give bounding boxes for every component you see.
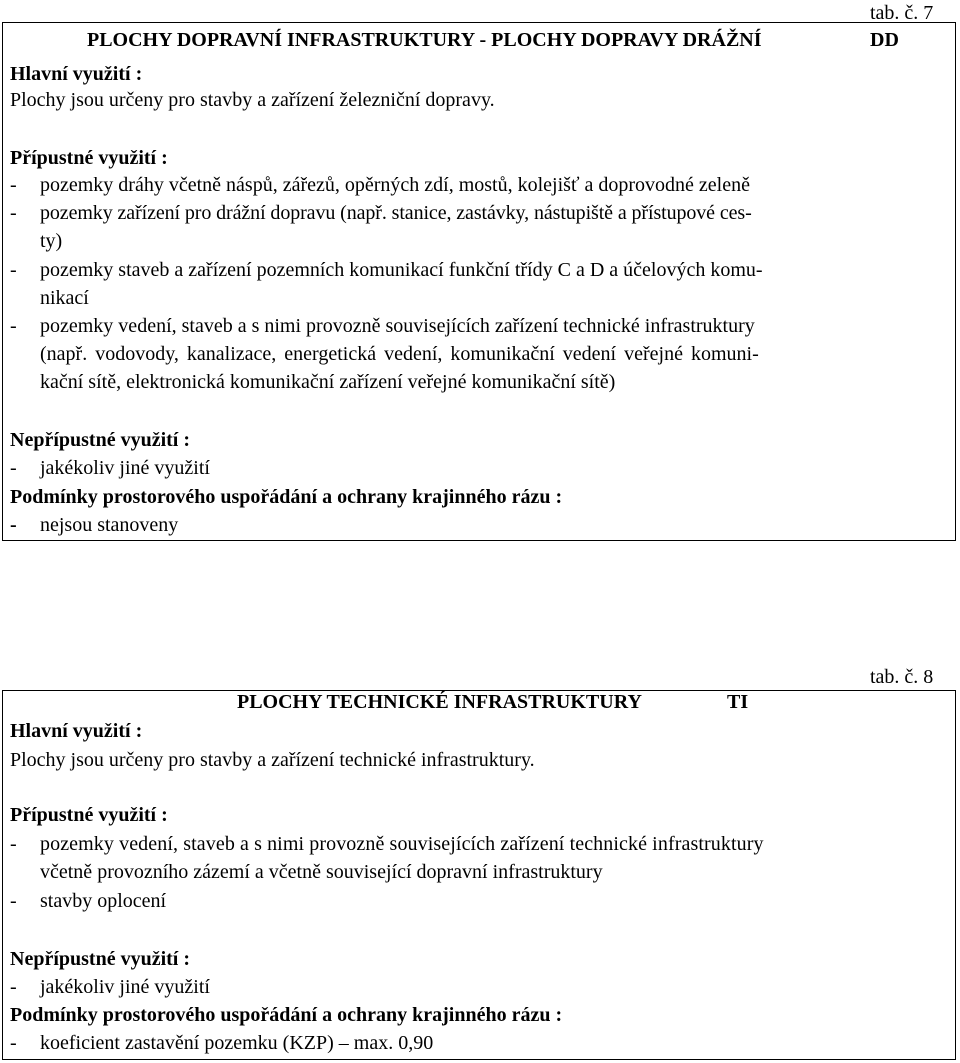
section1-main-use-heading: Hlavní využití : [10, 63, 143, 85]
list-item: - jakékoliv jiné využití [10, 976, 210, 998]
section1-main-use-text: Plochy jsou určeny pro stavby a zařízení železniční dopravy. [10, 89, 495, 111]
list-item: - pozemky zařízení pro drážní dopravu (např. stanice, zastávky, nástupiště a přístupové ces- [10, 202, 752, 224]
section1-prohibited-heading: Nepřípustné využití : [10, 429, 190, 451]
section1-code: DD [870, 29, 899, 51]
list-item: - jakékoliv jiné využití [10, 457, 210, 479]
list-item: - stavby oplocení [10, 890, 167, 912]
section2-main-use-text: Plochy jsou určeny pro stavby a zařízení technické infrastruktury. [10, 749, 535, 771]
section1-title: PLOCHY DOPRAVNÍ INFRASTRUKTURY - PLOCHY DOPRAVY DRÁŽNÍ [87, 29, 762, 51]
list-item-continuation: ty) [40, 230, 63, 252]
list-item: - pozemky staveb a zařízení pozemních komunikací funkční třídy C a D a účelových komu- [10, 259, 763, 281]
section2-prohibited-heading: Nepřípustné využití : [10, 948, 190, 970]
list-item: - pozemky vedení, staveb a s nimi provozně souvisejících zařízení technické infrastruktury [10, 315, 755, 337]
section2-title: PLOCHY TECHNICKÉ INFRASTRUKTURY [237, 691, 642, 713]
list-item: - pozemky dráhy včetně náspů, zářezů, opěrných zdí, mostů, kolejišť a doprovodné zeleně [10, 174, 750, 196]
section2-conditions-heading: Podmínky prostorového uspořádání a ochrany krajinného rázu : [10, 1004, 563, 1026]
section1-conditions-heading: Podmínky prostorového uspořádání a ochrany krajinného rázu : [10, 486, 563, 508]
section2-permitted-heading: Přípustné využití : [10, 804, 168, 826]
list-item-continuation: nikací [40, 287, 89, 309]
section2-code: TI [727, 691, 749, 713]
list-item: - nejsou stanoveny [10, 514, 179, 536]
list-item: - pozemky vedení, staveb a s nimi provozně souvisejících zařízení technické infrastruktury [10, 833, 764, 855]
list-item-continuation: včetně provozního zázemí a včetně související dopravní infrastruktury [40, 861, 603, 883]
table-number-7: tab. č. 7 [870, 2, 934, 24]
list-item-continuation: kační sítě, elektronická komunikační zařízení veřejné komunikační sítě) [40, 371, 616, 393]
list-item-continuation: (např. vodovody, kanalizace, energetická vedení, komunikační vedení veřejné komuni- [40, 343, 759, 365]
table-number-8: tab. č. 8 [870, 666, 934, 688]
list-item: - koeficient zastavění pozemku (KZP) – max. 0,90 [10, 1032, 434, 1054]
section2-main-use-heading: Hlavní využití : [10, 720, 143, 742]
section1-permitted-heading: Přípustné využití : [10, 147, 168, 169]
